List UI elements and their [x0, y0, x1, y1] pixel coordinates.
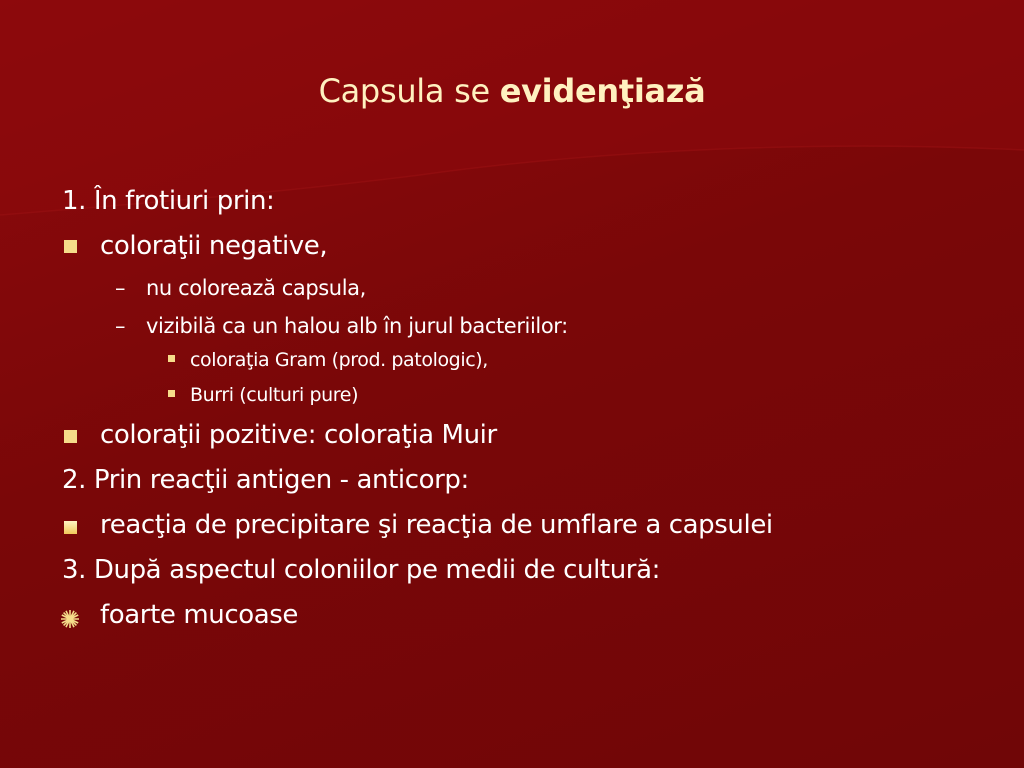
bullet-negative-stains: coloraţii negative, [100, 231, 328, 261]
section-3-heading: 3. După aspectul coloniilor pe medii de cultură: [62, 555, 660, 585]
small-square-bullet-icon [168, 355, 175, 362]
sub-bullet-no-color: nu colorează capsula, [146, 276, 366, 300]
bullet-positive-stains: coloraţii pozitive: coloraţia Muir [100, 420, 497, 450]
background-wave [0, 0, 1024, 260]
square-bullet-icon [64, 430, 77, 443]
title-prefix: Capsula se [318, 72, 500, 110]
sunburst-bullet-icon [60, 609, 80, 629]
dash-bullet-icon: – [115, 276, 126, 300]
bullet-mucoid-colonies: foarte mucoase [100, 600, 299, 630]
sub-sub-bullet-burri: Burri (culturi pure) [190, 384, 359, 406]
section-2-heading: 2. Prin reacţii antigen - anticorp: [62, 465, 469, 495]
small-square-bullet-icon [168, 390, 175, 397]
square-bullet-icon [64, 521, 77, 534]
bullet-precipitation: reacţia de precipitare şi reacţia de umflare a capsulei [100, 510, 773, 540]
slide-title [0, 72, 1024, 110]
section-1-heading: 1. În frotiuri prin: [62, 186, 275, 216]
dash-bullet-icon: – [115, 314, 126, 338]
title-bold: evidenţiază [499, 72, 706, 110]
sub-bullet-halo: vizibilă ca un halou alb în jurul bacteriilor: [146, 314, 568, 338]
sub-sub-bullet-gram: coloraţia Gram (prod. patologic), [190, 349, 488, 371]
square-bullet-icon [64, 240, 77, 253]
